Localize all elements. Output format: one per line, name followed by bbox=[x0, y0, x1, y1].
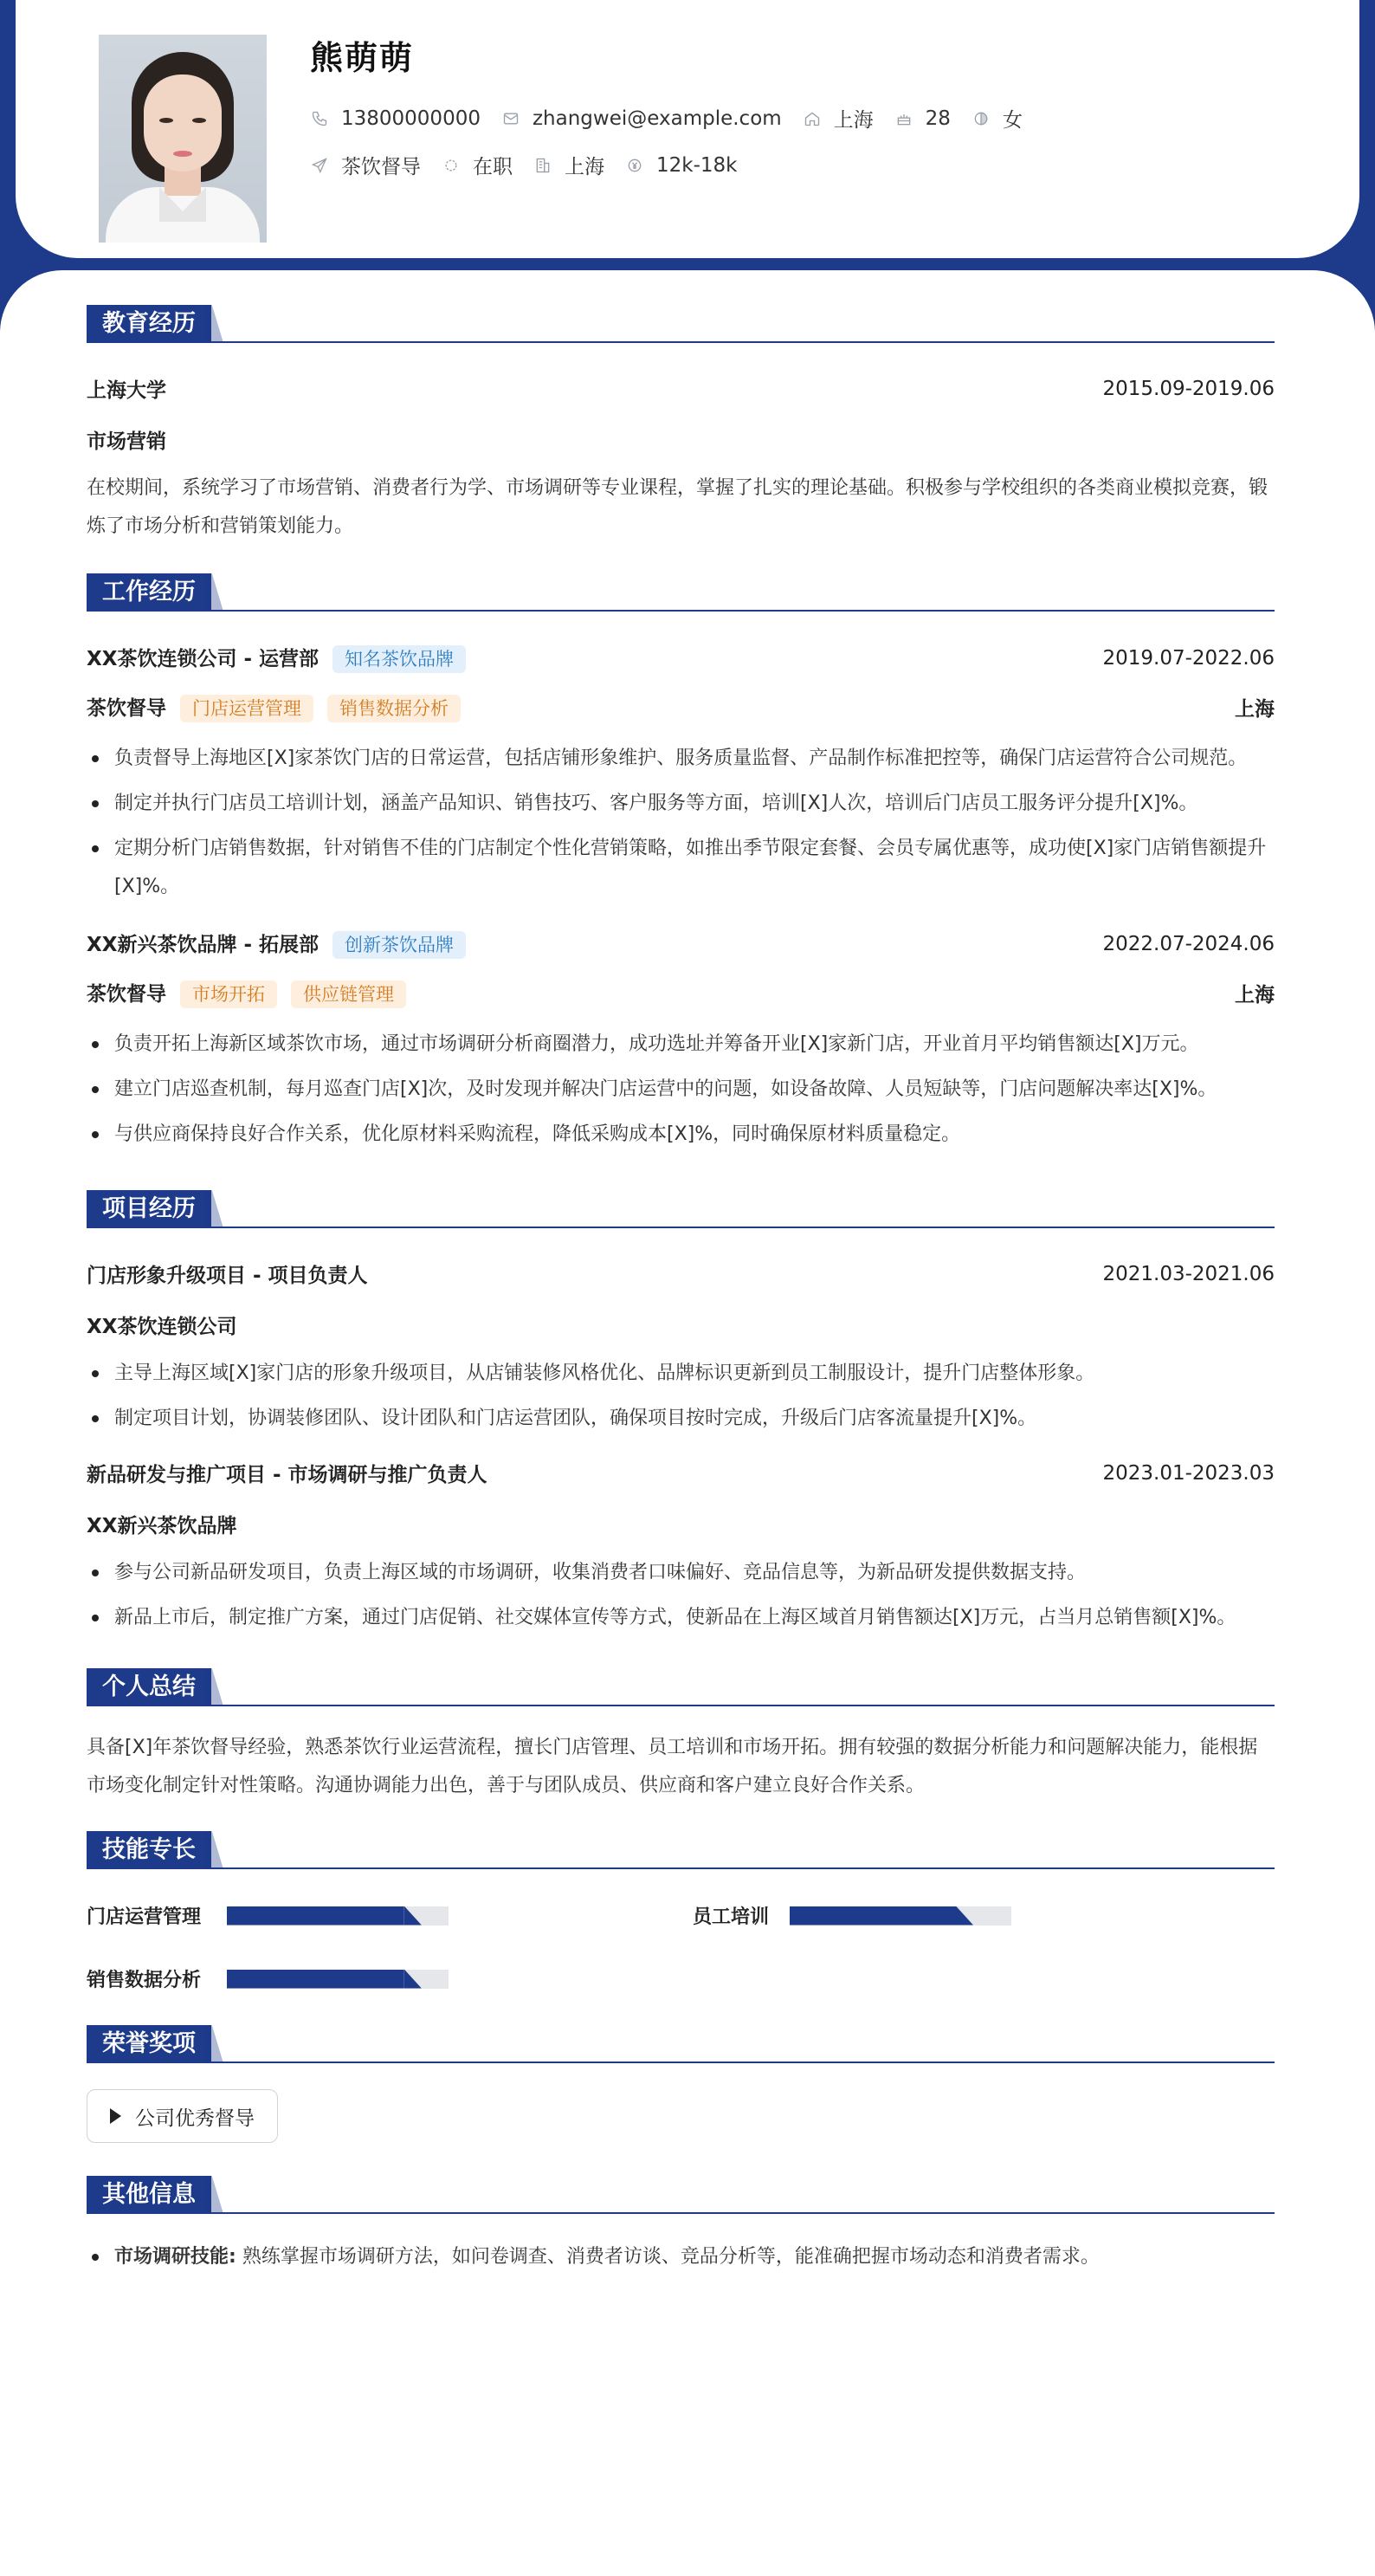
school-name: 上海大学 bbox=[87, 379, 166, 402]
skill-name: 销售数据分析 bbox=[87, 1970, 202, 1991]
skill-tag: 门店运营管理 bbox=[180, 695, 313, 722]
company-tag: 创新茶饮品牌 bbox=[332, 931, 466, 959]
skills-list bbox=[87, 1902, 1275, 1992]
skill-bar bbox=[790, 1906, 1011, 1926]
status-value: 在职 bbox=[473, 156, 513, 178]
award-name: 公司优秀督导 bbox=[135, 2107, 255, 2130]
project-bullet: 制定项目计划，协调装修团队、设计团队和门店运营团队，确保项目按时完成，升级后门店客流量提升[X]%。 bbox=[87, 1400, 1275, 1438]
salary-value: 12k-18k bbox=[656, 153, 738, 177]
work-bullet: 定期分析门店销售数据，针对销售不佳的门店制定个性化营销策略，如推出季节限定套餐、会员专属优惠等，成功使[X]家门店销售额提升[X]%。 bbox=[87, 830, 1275, 906]
job-intent-row bbox=[310, 151, 758, 179]
phone-value: 13800000000 bbox=[341, 107, 481, 130]
gender-item bbox=[972, 104, 1023, 133]
section-skills-title: 技能专长 bbox=[87, 1831, 1275, 1869]
work-city-value: 上海 bbox=[565, 156, 604, 178]
skill-bar-notch bbox=[404, 1906, 422, 1926]
section-other-title: 其他信息 bbox=[87, 2176, 1275, 2214]
project-bullet: 参与公司新品研发项目，负责上海区域的市场调研，收集消费者口味偏好、竞品信息等，为新品研发提供数据支持。 bbox=[87, 1554, 1275, 1592]
work-city-item bbox=[533, 151, 604, 179]
work-role: 茶饮督导 bbox=[87, 697, 166, 720]
mail-icon bbox=[501, 109, 520, 128]
work-period: 2022.07-2024.06 bbox=[1102, 932, 1275, 955]
work-bullet: 建立门店巡查机制，每月巡查门店[X]次，及时发现并解决门店运营中的问题，如设备故障、人员短缺等，门店问题解决率达[X]%。 bbox=[87, 1071, 1275, 1109]
age-item bbox=[894, 107, 951, 130]
other-text: 熟练掌握市场调研方法，如问卷调查、消费者访谈、竞品分析等，能准确把握市场动态和消费者需求。 bbox=[242, 2246, 1100, 2268]
skill-bar-notch bbox=[956, 1906, 973, 1926]
project-name: 门店形象升级项目 - 项目负责人 bbox=[87, 1265, 368, 1287]
work-company: XX茶饮连锁公司 - 运营部 bbox=[87, 648, 320, 670]
section-summary-title: 个人总结 bbox=[87, 1668, 1275, 1706]
company-tag: 知名茶饮品牌 bbox=[332, 645, 466, 673]
project-bullet: 新品上市后，制定推广方案，通过门店促销、社交媒体宣传等方式，使新品在上海区域首月销售额达[X]万元，占当月总销售额[X]%。 bbox=[87, 1599, 1275, 1637]
project-org: XX茶饮连锁公司 bbox=[87, 1316, 237, 1338]
other-label: 市场调研技能: bbox=[114, 2246, 236, 2268]
resume-body bbox=[0, 270, 1375, 2576]
skill-bar-fill bbox=[227, 1906, 404, 1926]
building-icon bbox=[533, 156, 552, 175]
skill-name: 门店运营管理 bbox=[87, 1906, 202, 1928]
salary-icon bbox=[625, 156, 644, 175]
major-name: 市场营销 bbox=[87, 430, 166, 453]
status-icon bbox=[442, 156, 461, 175]
avatar-photo bbox=[99, 35, 267, 243]
work-item bbox=[87, 929, 1275, 1154]
section-awards-title: 荣誉奖项 bbox=[87, 2025, 1275, 2063]
project-item bbox=[87, 1459, 1275, 1637]
send-icon bbox=[310, 156, 329, 175]
position-item bbox=[310, 151, 421, 179]
project-item bbox=[87, 1259, 1275, 1438]
work-bullet: 负责督导上海地区[X]家茶饮门店的日常运营，包括店铺形象维护、服务质量监督、产品制作标准把控等，确保门店运营符合公司规范。 bbox=[87, 740, 1275, 778]
section-work-title: 工作经历 bbox=[87, 573, 1275, 612]
status-item bbox=[442, 151, 513, 179]
work-bullet: 负责开拓上海新区域茶饮市场，通过市场调研分析商圈潜力，成功选址并筹备开业[X]家新门店，开业首月平均销售额达[X]万元。 bbox=[87, 1026, 1275, 1064]
home-icon bbox=[803, 109, 822, 128]
work-location: 上海 bbox=[1235, 698, 1275, 721]
section-education-title: 教育经历 bbox=[87, 305, 1275, 343]
work-location: 上海 bbox=[1235, 984, 1275, 1006]
education-description: 在校期间，系统学习了市场营销、消费者行为学、市场调研等专业课程，掌握了扎实的理论基础。积极参与学校组织的各类商业模拟竞赛，锻炼了市场分析和营销策划能力。 bbox=[87, 477, 1268, 537]
work-period: 2019.07-2022.06 bbox=[1102, 646, 1275, 670]
education-period: 2015.09-2019.06 bbox=[1102, 377, 1275, 400]
work-company: XX新兴茶饮品牌 - 拓展部 bbox=[87, 934, 320, 956]
skill-tag: 市场开拓 bbox=[180, 981, 277, 1008]
hometown-value: 上海 bbox=[833, 109, 874, 132]
work-item bbox=[87, 643, 1275, 906]
skill-bar-notch bbox=[404, 1970, 422, 1989]
email-item bbox=[501, 107, 782, 130]
project-bullet: 主导上海区域[X]家门店的形象升级项目，从店铺装修风格优化、品牌标识更新到员工制服设计，提升门店整体形象。 bbox=[87, 1355, 1275, 1393]
candidate-name: 熊萌萌 bbox=[310, 39, 415, 77]
skill-item bbox=[87, 1965, 693, 1992]
profile-header bbox=[16, 0, 1359, 258]
salary-item bbox=[625, 154, 737, 177]
email-value: zhangwei@example.com bbox=[532, 107, 782, 130]
award-item bbox=[87, 2089, 278, 2143]
work-bullet: 制定并执行门店员工培训计划，涵盖产品知识、销售技巧、客户服务等方面，培训[X]人次，培训后门店员工服务评分提升[X]%。 bbox=[87, 785, 1275, 823]
contact-row bbox=[310, 104, 1043, 133]
gender-icon bbox=[972, 109, 991, 128]
summary-text: 具备[X]年茶饮督导经验，熟悉茶饮行业运营流程，擅长门店管理、员工培训和市场开拓。拥有较强的数据分析能力和问题解决能力，能根据市场变化制定针对性策略。沟通协调能力出色，善于与团队成员、供应商和客户建立良好合作关系。 bbox=[87, 1737, 1258, 1796]
skill-bar-fill bbox=[790, 1906, 956, 1926]
skill-bar-fill bbox=[227, 1970, 404, 1989]
hometown-item bbox=[803, 104, 874, 133]
other-list bbox=[87, 2238, 1275, 2276]
skill-bar bbox=[227, 1906, 449, 1926]
gender-value: 女 bbox=[1002, 109, 1023, 132]
skill-tag: 供应链管理 bbox=[291, 981, 406, 1008]
skill-name: 员工培训 bbox=[693, 1906, 770, 1928]
age-value: 28 bbox=[925, 107, 951, 130]
other-item bbox=[87, 2238, 1275, 2276]
work-role: 茶饮督导 bbox=[87, 983, 166, 1006]
project-org: XX新兴茶饮品牌 bbox=[87, 1515, 237, 1537]
position-value: 茶饮督导 bbox=[341, 156, 421, 178]
project-name: 新品研发与推广项目 - 市场调研与推广负责人 bbox=[87, 1464, 487, 1486]
skill-item bbox=[87, 1902, 693, 1929]
skill-bar bbox=[227, 1970, 449, 1989]
skill-item bbox=[693, 1902, 1212, 1929]
project-period: 2023.01-2023.03 bbox=[1102, 1461, 1275, 1485]
phone-icon bbox=[310, 109, 329, 128]
section-projects-title: 项目经历 bbox=[87, 1190, 1275, 1228]
phone-item bbox=[310, 107, 481, 130]
skill-tag: 销售数据分析 bbox=[327, 695, 461, 722]
project-period: 2021.03-2021.06 bbox=[1102, 1262, 1275, 1285]
play-icon bbox=[110, 2108, 121, 2124]
work-bullet: 与供应商保持良好合作关系，优化原材料采购流程，降低采购成本[X]%，同时确保原材料质量稳定。 bbox=[87, 1116, 1275, 1154]
age-icon bbox=[894, 109, 913, 128]
